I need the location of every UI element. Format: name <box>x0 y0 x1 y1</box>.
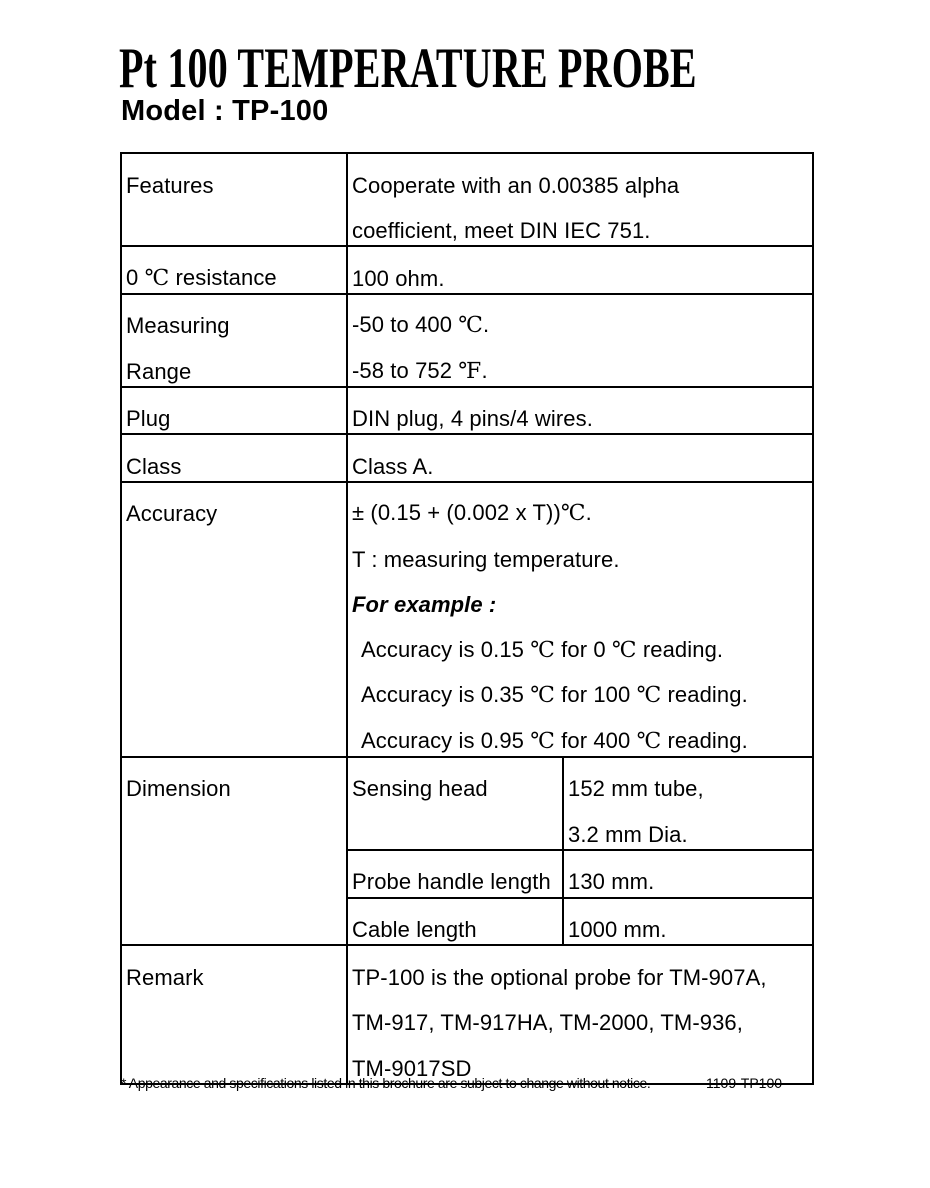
spec-text-line: Sensing head <box>352 776 488 801</box>
spec-label-plug <box>121 387 347 435</box>
footnote: * Appearance and specifications listed in this brochure are subject to change without notice. <box>121 1075 651 1091</box>
spec-text-line: Class <box>126 453 182 479</box>
spec-text-line: 100 ohm. <box>352 265 445 291</box>
spec-table <box>120 152 814 1085</box>
spec-text-line: ± (0.15 + (0.002 x T))℃. <box>352 500 592 526</box>
spec-row-features <box>121 153 813 246</box>
doc-code: 1109-TP100 <box>706 1075 783 1091</box>
spec-text-line: coefficient, meet DIN IEC 751. <box>352 218 651 243</box>
dimension-sub-value-probe-handle-length <box>563 850 813 898</box>
spec-text-line: Accuracy is 0.35 ℃ for 100 ℃ reading. <box>361 682 748 708</box>
spec-text-line: 3.2 mm Dia. <box>568 821 688 847</box>
spec-value-measuring-range <box>347 294 813 387</box>
spec-text-line: 0 ℃ resistance <box>126 264 277 291</box>
spec-row-accuracy <box>121 482 813 757</box>
spec-text-line: Dimension <box>126 776 231 801</box>
spec-text-line: -50 to 400 ℃. <box>352 312 490 338</box>
dimension-sub-label-probe-handle-length <box>347 850 563 898</box>
spec-text-line: T : measuring temperature. <box>352 546 620 572</box>
spec-value-class <box>347 434 813 482</box>
spec-row-zero-c-resistance <box>121 246 813 294</box>
spec-label-class <box>121 434 347 482</box>
spec-value-accuracy <box>347 482 813 757</box>
spec-text-line: TP-100 is the optional probe for TM-907A, <box>352 964 767 990</box>
spec-text-line: Plug <box>126 406 171 431</box>
spec-text-line: Class A. <box>352 453 434 479</box>
spec-row-dimension <box>121 757 813 850</box>
spec-text-line: Probe handle length <box>352 869 551 894</box>
spec-label-dimension <box>121 757 347 946</box>
spec-label-accuracy <box>121 482 347 757</box>
spec-text-line: 152 mm tube, <box>568 776 704 801</box>
spec-text-line: -58 to 752 ℉. <box>352 357 488 384</box>
spec-value-zero-c-resistance <box>347 246 813 294</box>
spec-text-line: TM-9017SD <box>352 1055 472 1081</box>
spec-text-line: Accuracy <box>126 501 218 526</box>
spec-value-remark <box>347 945 813 1084</box>
spec-text-line: TM-917, TM-917HA, TM-2000, TM-936, <box>352 1010 743 1035</box>
spec-text-line: Range <box>126 358 192 384</box>
dimension-sub-label-cable-length <box>347 898 563 946</box>
spec-text-line: Cable length <box>352 917 477 942</box>
model-subtitle: Model : TP-100 <box>121 95 329 127</box>
spec-row-measuring-range <box>121 294 813 387</box>
spec-text-line: Features <box>126 172 214 198</box>
spec-row-class <box>121 434 813 482</box>
dimension-sub-value-cable-length <box>563 898 813 946</box>
spec-row-remark <box>121 945 813 1084</box>
spec-text-line: 1000 mm. <box>568 917 667 942</box>
spec-label-features <box>121 153 347 246</box>
spec-text-line: Accuracy is 0.15 ℃ for 0 ℃ reading. <box>361 636 724 663</box>
spec-text-line: DIN plug, 4 pins/4 wires. <box>352 406 593 431</box>
page-title: Pt 100 TEMPERATURE PROBE <box>119 35 697 100</box>
spec-text-line: Accuracy is 0.95 ℃ for 400 ℃ reading. <box>361 727 748 754</box>
dimension-sub-label-sensing-head <box>347 757 563 850</box>
spec-value-plug <box>347 387 813 435</box>
spec-value-features <box>347 153 813 246</box>
spec-label-zero-c-resistance <box>121 246 347 294</box>
spec-text-line: Cooperate with an 0.00385 alpha <box>352 172 680 198</box>
spec-text-line: Measuring <box>126 313 230 338</box>
spec-text-line: 130 mm. <box>568 869 655 894</box>
spec-label-measuring-range <box>121 294 347 387</box>
spec-label-remark <box>121 945 347 1084</box>
dimension-sub-value-sensing-head <box>563 757 813 850</box>
spec-text-line: Remark <box>126 964 204 990</box>
spec-row-plug <box>121 387 813 435</box>
spec-text-line: For example : <box>352 592 497 617</box>
